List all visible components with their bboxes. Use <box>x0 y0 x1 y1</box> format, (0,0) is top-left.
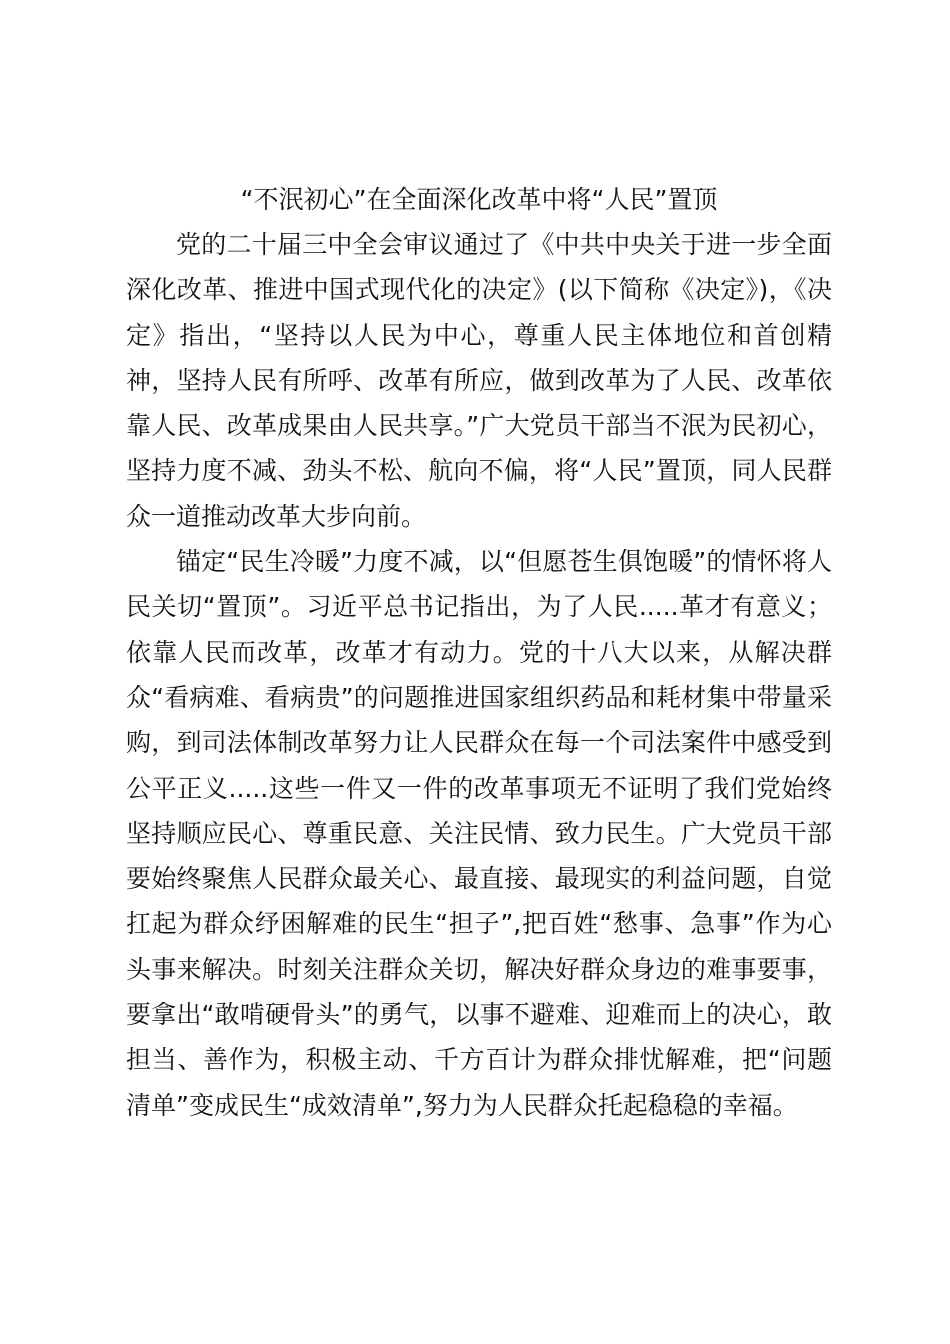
document-title: “不泯初心”在全面深化改革中将“人民”置顶 <box>240 185 718 214</box>
paragraph-2: 锚定“民生冷暖”力度不减，以“但愿苍生俱饱暖”的情怀将人民关切“置顶”。习近平总书记指出，为了人民.....革才有意义；依靠人民而改革，改革才有动力。党的十八大以来，从解决群众“看病难、看病贵”的问题推进国家组织药品和耗材集中带量采购，到司法体制改革努力让人民群众在每一个司法案件中感受到公平正义.....这些一件又一件的改革事项无不证明了我们党始终坚持顺应民心、尊重民意、关注民情、致力民生。广大党员干部要始终聚焦人民群众最关心、最直接、最现实的利益问题，自觉扛起为群众纾困解难的民生“担子”,把百姓“愁事、急事”作为心头事来解决。时刻关注群众关切，解决好群众身边的难事要事，要拿出“敢啃硬骨头”的勇气，以事不避难、迎难而上的决心，敢担当、善作为，积极主动、千方百计为群众排忧解难，把“问题清单”变成民生“成效清单”,努力为人民群众托起稳稳的幸福。 <box>126 547 832 1120</box>
document-page <box>126 178 832 1128</box>
paragraph-1: 党的二十届三中全会审议通过了《中共中央关于进一步全面深化改革、推进中国式现代化的决定》(以下简称《决定》)，《决定》指出，“坚持以人民为中心，尊重人民主体地位和首创精神，坚持人民有所呼、改革有所应，做到改革为了人民、改革依靠人民、改革成果由人民共享。”广大党员干部当不泯为民初心，坚持力度不减、劲头不松、航向不偏，将“人民”置顶，同人民群众一道推动改革大步向前。 <box>126 230 832 531</box>
